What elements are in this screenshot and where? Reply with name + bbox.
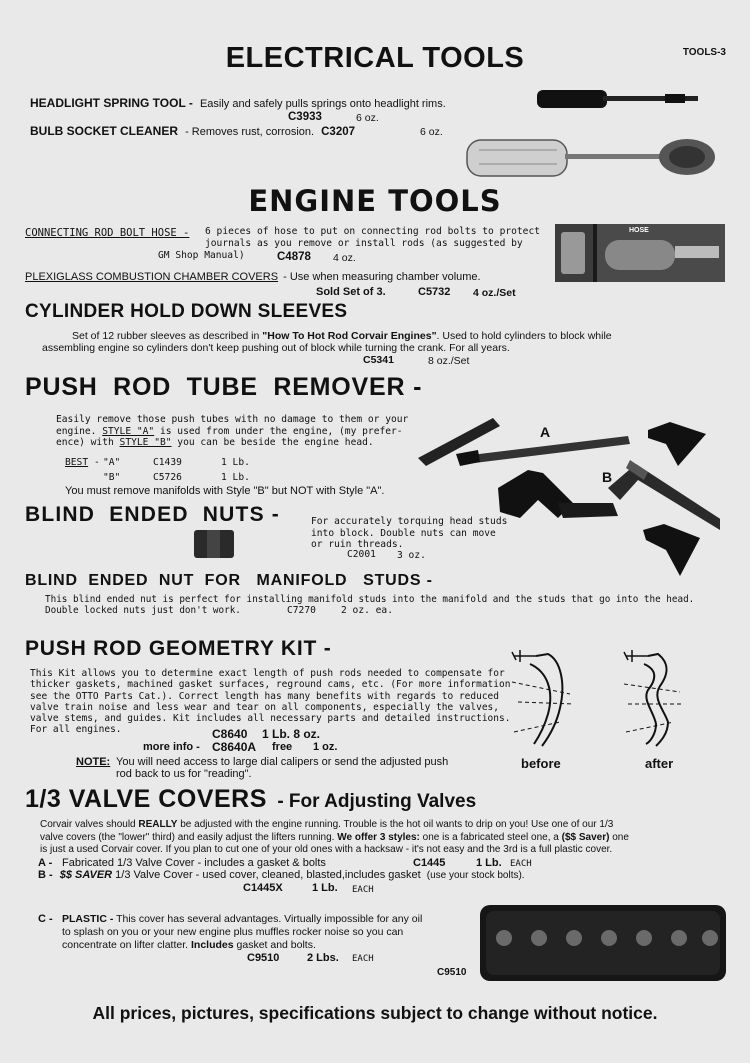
geometry-weight: 1 Lb. 8 oz. [262,727,321,741]
electrical-title: ELECTRICAL TOOLS [225,42,525,74]
valve-c-desc-3 [62,939,422,952]
cylinder-title: CYLINDER HOLD DOWN SLEEVES [25,301,348,322]
valve-a-each: EACH [510,859,532,869]
pushrod-desc-3 [56,437,408,449]
geometry-desc [30,668,510,736]
geometry-line-5: valve stems, and guides. Kit includes all necessary parts and detailed instructions. [30,713,511,725]
valve-p1c: be adjusted with the engine running. Trouble is the hot oil wants to drip on you! Use one of our 1/3 [177,819,614,830]
rod-hose-desc-2: journals as you remove or install rods (as suggested by [205,237,523,249]
plexi-sold: Sold Set of 3. [316,286,386,298]
pushrod-desc-1: Easily remove those push tubes with no damage to them or your [56,414,409,425]
hose-photo-label: HOSE [629,227,649,234]
valve-c-name: PLASTIC - [62,913,114,925]
cylinder-weight: 8 oz./Set [428,355,470,367]
headlight-spring-tool [30,96,446,110]
valve-c-weight: 2 Lbs. [307,952,339,964]
page-tag: TOOLS-3 [682,47,726,58]
valve-b-weight: 1 Lb. [312,882,338,894]
pushrod-remover-title: PUSH ROD TUBE REMOVER - [25,373,423,401]
pushrod-desc-2a: engine. [56,425,103,437]
pushrod-desc-2 [56,426,408,438]
valve-c-desc3a: concentrate on lifter clatter. [62,939,191,951]
cylinder-desc-1 [72,330,612,343]
valve-a-label: A - [38,857,53,869]
pushrod-remover-desc [56,414,408,449]
plexi-name: PLEXIGLASS COMBUSTION CHAMBER COVERS [25,271,279,283]
geometry-part: C8640 [212,727,248,741]
headlight-part: C3933 [288,111,322,123]
valve-p2c: one is a fabricated steel one, a [419,831,562,843]
manifold-nut-desc-2: Double locked nuts just don't work. [45,605,241,616]
bulb-desc: - Removes rust, corrosion. [185,126,315,138]
valve-b-saver: $$ SAVER [59,869,113,881]
valve-c-desc3b: Includes [190,939,234,951]
geometry-line-4: valve train noise and less wear and tear on all components, especially the valves, [30,701,499,713]
cylinder-desc-1c: . Used to hold cylinders to block while [436,330,612,342]
bulb-name: BULB SOCKET CLEANER [30,124,179,138]
pushrod-desc-3c: you can be beside the engine head. [171,437,374,448]
pushrod-row2-style: "B" [103,472,121,483]
blind-nuts-desc-2: into block. Double nuts can move [311,527,496,539]
headlight-name: HEADLIGHT SPRING TOOL - [30,96,193,110]
cylinder-book: "How To Hot Rod Corvair Engines" [262,330,437,342]
valve-desc-1 [40,819,629,832]
headlight-weight: 6 oz. [356,112,379,124]
valve-desc-3: is just a used Corvair cover. If you plan to cut one of your old ones with a hacksaw - it's not easy and the 3rd is a full plastic cover. [40,844,613,855]
geometry-info-part: C8640A [212,740,257,754]
valve-c-label: C - [38,913,53,925]
valve-c-desc-2: to splash on you or your new engine plus muffles rocker noise so you can [62,926,404,938]
geometry-note-label: NOTE: [76,756,111,768]
valve-desc [40,819,629,857]
blind-nuts-title: BLIND ENDED NUTS - [25,503,280,526]
geometry-title: PUSH ROD GEOMETRY KIT - [25,637,332,660]
valve-b-part: C1445X [243,882,283,894]
bulb-socket-cleaner [30,124,355,138]
blind-nuts-desc-3: or ruin threads. [311,539,404,550]
rod-hose-desc-1: 6 pieces of hose to put on connecting rod bolts to protect [205,226,541,237]
geometry-info-weight: 1 oz. [313,741,338,753]
after-diagram [624,650,684,746]
plexiglass-item [25,271,481,283]
cylinder-desc-2: assembling engine so cylinders don't keep pushing out of block while turning the crank. For all years. [42,342,510,354]
plexi-desc: - Use when measuring chamber volume. [283,271,481,283]
pushrod-note: You must remove manifolds with Style "B" but NOT with Style "A". [65,485,385,497]
plastic-cover-label: C9510 [437,967,467,978]
pushrod-row1-part: C1439 [153,457,182,468]
best-label: BEST [65,457,89,468]
valve-b-each: EACH [352,885,374,895]
remover-label-a: A [540,424,551,440]
geometry-note-1: You will need access to large dial calipers or send the adjusted push [116,756,449,768]
geometry-line-1: This Kit allows you to determine exact length of push rods needed to compensate for [30,668,505,679]
pushrod-remover-picture [408,408,720,580]
valve-p2a: valve covers (the "lower" third) and easily adjust the lifters running. [40,831,338,843]
valve-c-desc-1 [62,913,422,926]
valve-c-desc3c: gasket and bolts. [233,939,316,951]
pushrod-dash: - [94,457,100,468]
pushrod-desc-2c: is used from under the engine, (my prefer- [154,425,403,437]
before-label: before [521,756,561,771]
valve-p1b: REALLY [138,819,178,830]
geometry-line-6: For all engines. [30,724,122,736]
valve-c-desc [62,913,422,952]
after-label: after [645,756,674,771]
blind-nuts-part: C2001 [347,549,376,560]
geometry-note-2: rod back to us for "reading". [116,768,252,780]
valve-b-label: B - [38,869,53,881]
valve-subtitle: - For Adjusting Valves [277,791,477,812]
blind-nuts-weight: 3 oz. [397,550,426,561]
rod-hose-desc-3: GM Shop Manual) [158,250,245,261]
valve-b-note: (use your stock bolts). [426,870,525,881]
plexi-weight: 4 oz./Set [473,287,516,299]
headlight-tool-picture [535,86,700,114]
geometry-line-2: thicker gaskets, machined gasket surfaces, reground cams, etc. (For more information [30,679,511,691]
cylinder-desc-1a: Set of 12 rubber sleeves as described in [72,330,263,342]
style-a-label: STYLE "A" [102,425,155,437]
valve-desc-2 [40,832,629,845]
valve-p2b: We offer 3 styles: [337,831,420,843]
rod-hose-name [25,227,189,239]
pushrod-row-1 [65,457,88,469]
blind-nuts-desc [311,516,507,551]
valve-c-each: EACH [352,954,374,964]
cylinder-part: C5341 [363,354,394,366]
manifold-nut-desc-1: This blind ended nut is perfect for installing manifold studs into the manifold and the studs that go into the head. [45,594,695,605]
rod-hose-photo [555,224,725,282]
valve-a-weight: 1 Lb. [476,857,502,869]
manifold-nut-part: C7270 [287,605,316,616]
rod-hose-desc [205,226,540,249]
pushrod-row2-part: C5726 [153,472,182,483]
style-b-label: STYLE "B" [119,437,172,448]
blind-nuts-desc-1: For accurately torquing head studs [311,516,508,527]
valve-b-line [38,869,525,881]
pushrod-row2-weight: 1 Lb. [221,472,250,483]
valve-c-part: C9510 [247,952,280,964]
bulb-weight: 6 oz. [420,126,443,138]
geometry-info-price: free [272,741,293,753]
remover-label-b: B [602,469,613,485]
bulb-cleaner-picture [465,134,725,182]
pushrod-row1-weight: 1 Lb. [221,457,250,468]
blind-nut-picture [193,528,235,560]
valve-a-part: C1445 [413,857,446,869]
valve-c-desc1: This cover has several advantages. Virtually impossible for any oil [116,913,423,925]
valve-title: 1/3 VALVE COVERS [25,785,267,813]
headlight-desc: Easily and safely pulls springs onto headlight rims. [199,98,446,110]
geometry-line-3: see the OTTO Parts Cat.). Correct length has many benefits with regards to reduced [30,690,499,702]
valve-p1a: Corvair valves should [40,819,139,830]
valve-heading [25,785,476,814]
manifold-nut-weight: 2 oz. ea. [341,605,393,616]
bulb-part: C3207 [321,126,356,138]
valve-p2d: ($$ Saver) [561,831,610,843]
engine-title: ENGINE TOOLS [248,184,502,218]
pushrod-desc-3a: ence) with [56,437,120,448]
valve-b-desc: 1/3 Valve Cover - used cover, cleaned, blasted,includes gasket [112,869,421,881]
valve-p2e: one [609,831,629,843]
rod-hose-part: C4878 [277,251,311,263]
plastic-cover-picture [478,903,728,983]
geometry-diagram [508,642,728,752]
plexi-part: C5732 [418,286,451,298]
rod-hose-title: CONNECTING ROD BOLT HOSE - [25,227,190,239]
before-diagram [512,650,574,746]
manifold-nut-title: BLIND ENDED NUT FOR MANIFOLD STUDS - [25,572,433,589]
rod-hose-weight: 4 oz. [333,252,356,264]
footer-disclaimer: All prices, pictures, specifications subject to change without notice. [92,1003,658,1023]
valve-a-desc: Fabricated 1/3 Valve Cover - includes a gasket & bolts [62,857,326,869]
geometry-info-label: more info - [143,741,200,753]
pushrod-row1-style: "A" [103,457,121,468]
